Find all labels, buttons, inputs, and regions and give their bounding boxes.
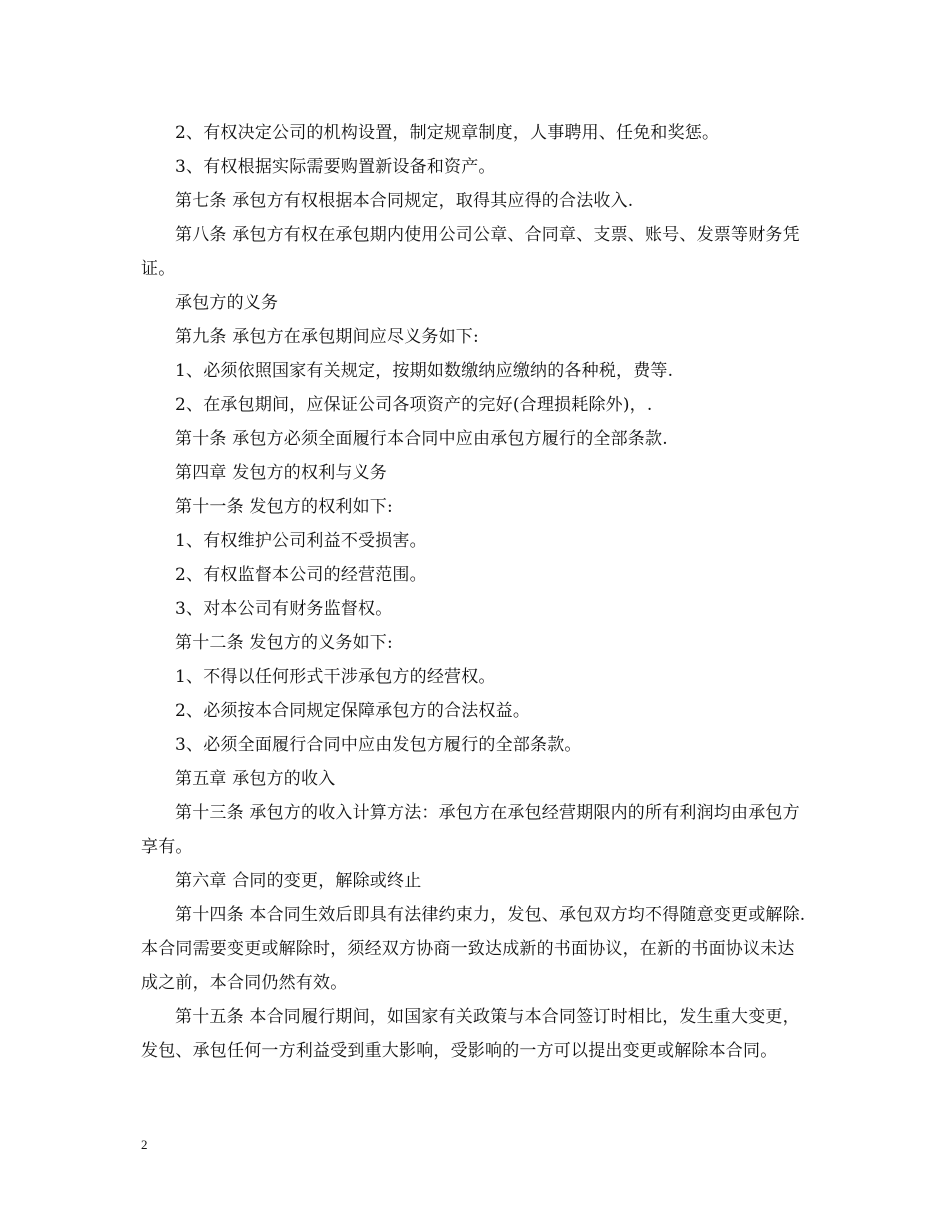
paragraph: 2、必须按本合同规定保障承包方的合法权益。 (175, 701, 531, 721)
paragraph: 2、有权决定公司的机构设置，制定规章制度，人事聘用、任免和奖惩。 (175, 123, 720, 143)
chapter-heading: 第六章 合同的变更，解除或终止 (175, 871, 422, 891)
page-number: 2 (141, 1137, 148, 1152)
paragraph: 第十条 承包方必须全面履行本合同中应由承包方履行的全部条款. (175, 429, 668, 449)
paragraph: 第十五条 本合同履行期间，如国家有关政策与本合同签订时相比，发生重大变更，发包、承包任何一方利益受到重大影响，受影响的一方可以提出变更或解除本合同。 (141, 1007, 800, 1061)
paragraph: 1、有权维护公司利益不受损害。 (175, 531, 427, 551)
paragraph: 2、有权监督本公司的经营范围。 (175, 565, 427, 585)
paragraph: 2、在承包期间，应保证公司各项资产的完好(合理损耗除外)，. (175, 395, 653, 415)
chapter-heading: 第四章 发包方的权利与义务 (175, 463, 388, 483)
paragraph: 3、有权根据实际需要购置新设备和资产。 (175, 157, 496, 177)
paragraph: 3、必须全面履行合同中应由发包方履行的全部条款。 (175, 735, 582, 755)
paragraph: 第十三条 承包方的收入计算方法：承包方在承包经营期限内的所有利润均由承包方享有。 (141, 803, 800, 857)
paragraph: 第八条 承包方有权在承包期内使用公司公章、合同章、支票、账号、发票等财务凭证。 (141, 225, 800, 279)
paragraph: 3、对本公司有财务监督权。 (175, 599, 393, 619)
paragraph: 第十一条 发包方的权利如下: (175, 497, 393, 517)
paragraph: 第十四条 本合同生效后即具有法律约束力，发包、承包双方均不得随意变更或解除.本合同需要变更或解除时，须经双方协商一致达成新的书面协议，在新的书面协议未达成之前，本合同仍然有效。 (141, 905, 806, 993)
chapter-heading: 第五章 承包方的收入 (175, 769, 336, 789)
document-body (141, 116, 811, 1068)
paragraph: 第十二条 发包方的义务如下: (175, 633, 393, 653)
section-heading: 承包方的义务 (175, 293, 279, 313)
paragraph: 1、必须依照国家有关规定，按期如数缴纳应缴纳的各种税，费等. (175, 361, 674, 381)
paragraph: 第九条 承包方在承包期间应尽义务如下: (175, 327, 479, 347)
paragraph: 第七条 承包方有权根据本合同规定，取得其应得的合法收入. (175, 191, 634, 211)
paragraph: 1、不得以任何形式干涉承包方的经营权。 (175, 667, 496, 687)
